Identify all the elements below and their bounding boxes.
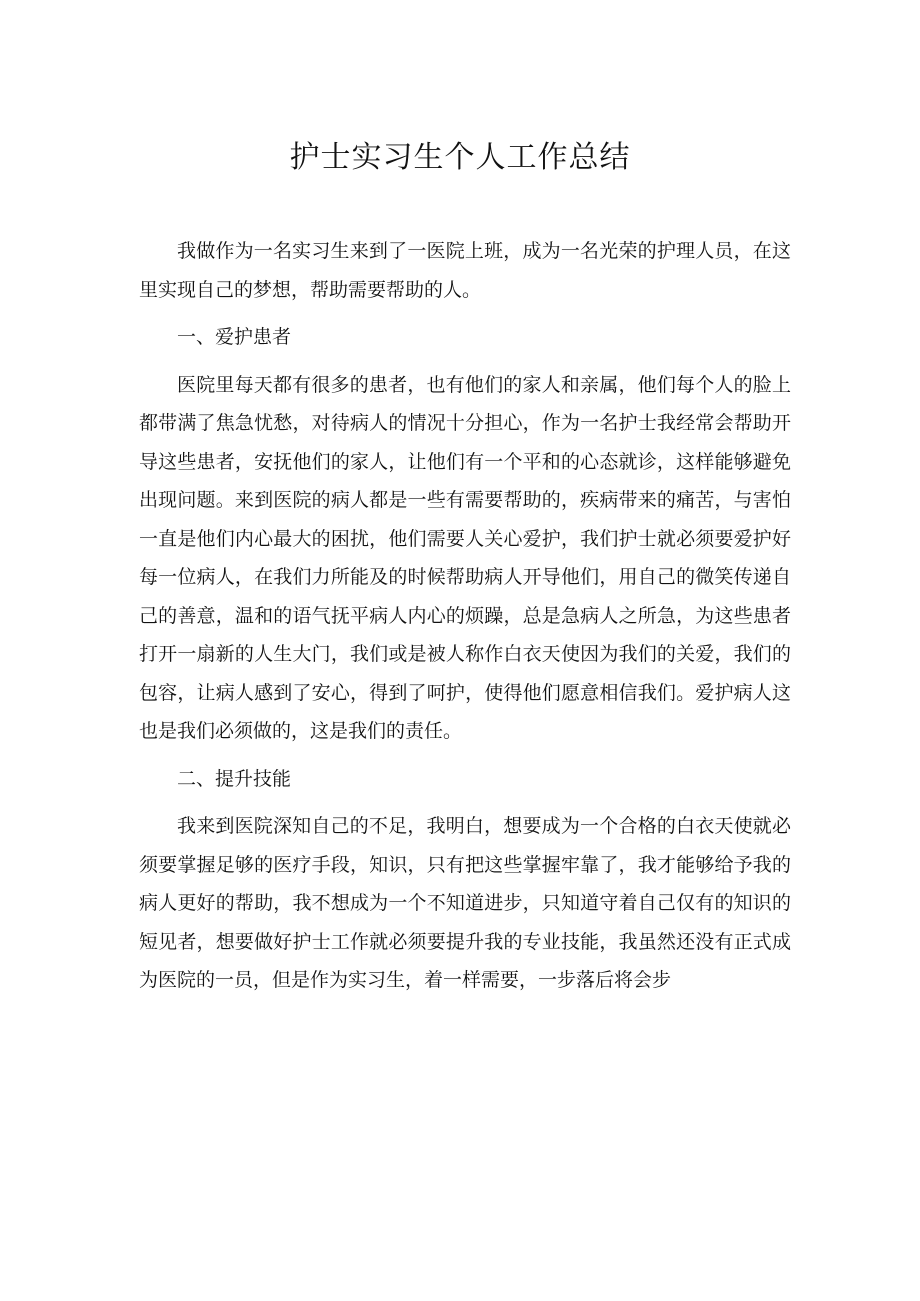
section-heading-1: 一、爱护患者: [177, 326, 292, 348]
intro-paragraph: 我做作为一名实习生来到了一医院上班，成为一名光荣的护理人员，在这里实现自己的梦想，帮助需要帮助的人。: [139, 240, 791, 301]
document-title: 护士实习生个人工作总结: [289, 140, 631, 175]
section-2-paragraph: 我来到医院深知自己的不足，我明白，想要成为一个合格的白衣天使就必须要掌握足够的医疗手段，知识，只有把这些掌握牢靠了，我才能够给予我的病人更好的帮助，我不想成为一个不知道进步，只知道守着自己仅有的知识的短见者，想要做好护士工作就必须要提升我的专业技能，我虽然还没有正式成为医院的一员，但是作为实习生，着一样需要，一步落后将会步: [139, 815, 791, 991]
document-body: [139, 232, 791, 1009]
section-heading-2: 二、提升技能: [177, 767, 292, 790]
section-1-paragraph: 医院里每天都有很多的患者，也有他们的家人和亲属，他们每个人的脸上都带满了焦急忧愁，对待病人的情况十分担心，作为一名护士我经常会帮助开导这些患者，安抚他们的家人，让他们有一个平和的心态就诊，这样能够避免出现问题。来到医院的病人都是一些有需要帮助的，疾病带来的痛苦，与害怕一直是他们内心最大的困扰，他们需要人关心爱护，我们护士就必须要爱护好每一位病人，在我们力所能及的时候帮助病人开导他们，用自己的微笑传递自己的善意，温和的语气抚平病人内心的烦躁，总是急病人之所急，为这些患者打开一扇新的人生大门，我们或是被人称作白衣天使因为我们的关爱，我们的包容，让病人感到了安心，得到了呵护，使得他们愿意相信我们。爱护病人这也是我们必须做的，这是我们的责任。: [139, 373, 791, 742]
